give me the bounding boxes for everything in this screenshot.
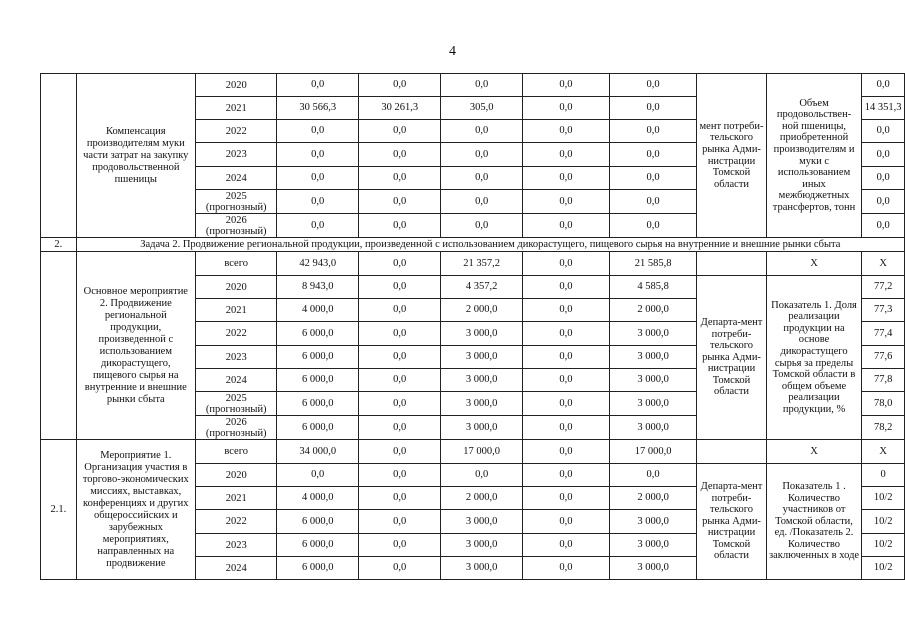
amount-cell: 3 000,0: [609, 346, 696, 369]
amount-cell: 0,0: [522, 557, 609, 580]
department-cell: Департа-мент потреби-тельского рынка Адми-нистрации Томской области: [697, 276, 767, 440]
amount-cell: 3 000,0: [441, 416, 522, 440]
year-cell: 2021: [195, 487, 277, 510]
amount-cell: 0,0: [522, 464, 609, 487]
amount-cell: 0,0: [441, 143, 522, 167]
amount-cell: 0,0: [358, 392, 440, 416]
task-number-cell: 2.: [41, 238, 77, 252]
event-title-cell: Основное мероприятие 2. Продвижение региональной продукции, произведенной с использованием дикорастущего, пищевого сырья на внутренние и внешние рынки сбыта: [76, 252, 195, 440]
amount-cell: 0,0: [358, 416, 440, 440]
amount-cell: 2 000,0: [441, 299, 522, 322]
amount-cell: 3 000,0: [609, 557, 696, 580]
amount-cell: 0,0: [522, 346, 609, 369]
amount-cell: 3 000,0: [441, 369, 522, 392]
task-row: [41, 238, 905, 252]
row-number-cell: [41, 252, 77, 440]
indicator-value-cell: 0,0: [862, 214, 905, 238]
year-cell: 2021: [195, 299, 277, 322]
indicator-value-cell: 77,3: [862, 299, 905, 322]
year-cell: 2020: [195, 464, 277, 487]
total-cell: 6 000,0: [277, 534, 358, 557]
total-cell: 6 000,0: [277, 557, 358, 580]
amount-cell: 0,0: [522, 97, 609, 120]
amount-cell: 2 000,0: [441, 487, 522, 510]
year-cell: всего: [195, 440, 277, 464]
indicator-value-cell: 77,4: [862, 322, 905, 346]
total-cell: 34 000,0: [277, 440, 358, 464]
amount-cell: 0,0: [358, 190, 440, 214]
total-cell: 0,0: [277, 167, 358, 190]
amount-cell: 0,0: [522, 416, 609, 440]
year-cell: 2023: [195, 346, 277, 369]
indicator-value-cell: 10/2: [862, 557, 905, 580]
indicator-value-cell: Х: [862, 440, 905, 464]
amount-cell: 0,0: [358, 557, 440, 580]
row-number-cell: 2.1.: [41, 440, 77, 580]
amount-cell: 3 000,0: [441, 510, 522, 534]
total-cell: 30 566,3: [277, 97, 358, 120]
amount-cell: 0,0: [358, 369, 440, 392]
amount-cell: 2 000,0: [609, 487, 696, 510]
amount-cell: 3 000,0: [441, 557, 522, 580]
row-number-cell: [41, 74, 77, 238]
year-cell: 2026 (прогнозный): [195, 214, 277, 238]
year-cell: 2022: [195, 322, 277, 346]
amount-cell: 0,0: [609, 120, 696, 143]
year-cell: 2023: [195, 534, 277, 557]
year-cell: 2024: [195, 557, 277, 580]
amount-cell: 0,0: [522, 120, 609, 143]
amount-cell: 30 261,3: [358, 97, 440, 120]
amount-cell: 0,0: [358, 440, 440, 464]
amount-cell: 0,0: [441, 120, 522, 143]
total-cell: 6 000,0: [277, 369, 358, 392]
task-title-cell: Задача 2. Продвижение региональной продукции, произведенной с использованием дикорастущего, пищевого сырья на внутренние и внешние рынки сбыта: [76, 238, 904, 252]
program-table: [40, 73, 905, 580]
amount-cell: 0,0: [522, 276, 609, 299]
total-cell: 42 943,0: [277, 252, 358, 276]
amount-cell: 0,0: [522, 167, 609, 190]
total-cell: 0,0: [277, 214, 358, 238]
amount-cell: 0,0: [358, 510, 440, 534]
amount-cell: 0,0: [441, 190, 522, 214]
amount-cell: 0,0: [358, 167, 440, 190]
amount-cell: 0,0: [522, 534, 609, 557]
indicator-cell: Показатель 1 . Количество участников от Томской области, ед. /Показатель 2. Количество заключенных в ходе: [766, 464, 862, 580]
indicator-value-cell: 10/2: [862, 487, 905, 510]
amount-cell: 0,0: [358, 120, 440, 143]
amount-cell: 4 585,8: [609, 276, 696, 299]
indicator-value-cell: 0,0: [862, 74, 905, 97]
amount-cell: 0,0: [522, 392, 609, 416]
amount-cell: 0,0: [609, 74, 696, 97]
indicator-cell: Показатель 1. Доля реализации продукции на основе дикорастущего сырья за пределы Томской области в общем объеме реализации продукции, %: [766, 276, 862, 440]
amount-cell: 0,0: [522, 214, 609, 238]
total-cell: 6 000,0: [277, 510, 358, 534]
table-row: [41, 252, 905, 276]
amount-cell: 0,0: [522, 74, 609, 97]
amount-cell: 0,0: [609, 167, 696, 190]
amount-cell: 0,0: [358, 143, 440, 167]
amount-cell: 0,0: [358, 74, 440, 97]
amount-cell: 0,0: [358, 252, 440, 276]
year-cell: 2026 (прогнозный): [195, 416, 277, 440]
amount-cell: 0,0: [522, 143, 609, 167]
amount-cell: 0,0: [358, 276, 440, 299]
table-row: [41, 440, 905, 464]
year-cell: 2020: [195, 276, 277, 299]
total-cell: 6 000,0: [277, 346, 358, 369]
indicator-value-cell: 0,0: [862, 190, 905, 214]
amount-cell: 17 000,0: [609, 440, 696, 464]
amount-cell: 0,0: [522, 487, 609, 510]
department-cell: мент потреби-тельского рынка Адми-нистрации Томской области: [697, 74, 767, 238]
amount-cell: 4 357,2: [441, 276, 522, 299]
total-cell: 4 000,0: [277, 299, 358, 322]
indicator-mark-cell: Х: [766, 252, 862, 276]
amount-cell: 0,0: [522, 252, 609, 276]
year-cell: 2022: [195, 510, 277, 534]
indicator-cell: Объем продовольствен-ной пшеницы, приобретенной производителям и муки с использованием иных межбюджетных трансфертов, тонн: [766, 74, 862, 238]
total-cell: 8 943,0: [277, 276, 358, 299]
total-cell: 4 000,0: [277, 487, 358, 510]
amount-cell: 2 000,0: [609, 299, 696, 322]
amount-cell: 0,0: [522, 322, 609, 346]
indicator-value-cell: Х: [862, 252, 905, 276]
total-cell: 0,0: [277, 74, 358, 97]
amount-cell: 3 000,0: [609, 322, 696, 346]
year-cell: 2024: [195, 369, 277, 392]
amount-cell: 3 000,0: [441, 346, 522, 369]
indicator-value-cell: 0: [862, 464, 905, 487]
year-cell: 2025 (прогнозный): [195, 392, 277, 416]
indicator-value-cell: 14 351,3: [862, 97, 905, 120]
amount-cell: 0,0: [358, 214, 440, 238]
amount-cell: 0,0: [522, 299, 609, 322]
amount-cell: 0,0: [358, 346, 440, 369]
year-cell: 2022: [195, 120, 277, 143]
total-cell: 0,0: [277, 143, 358, 167]
amount-cell: 3 000,0: [609, 510, 696, 534]
year-cell: 2024: [195, 167, 277, 190]
year-cell: 2020: [195, 74, 277, 97]
indicator-value-cell: 0,0: [862, 143, 905, 167]
amount-cell: 3 000,0: [609, 392, 696, 416]
amount-cell: 0,0: [522, 440, 609, 464]
amount-cell: 0,0: [609, 97, 696, 120]
amount-cell: 3 000,0: [609, 534, 696, 557]
department-cell: Департа-мент потреби-тельского рынка Адми-нистрации Томской области: [697, 464, 767, 580]
indicator-value-cell: 78,2: [862, 416, 905, 440]
amount-cell: 21 357,2: [441, 252, 522, 276]
amount-cell: 0,0: [441, 167, 522, 190]
department-mark-cell: [697, 440, 767, 464]
department-mark-cell: [697, 252, 767, 276]
amount-cell: 0,0: [609, 464, 696, 487]
table-body: [41, 74, 905, 580]
indicator-value-cell: 77,8: [862, 369, 905, 392]
indicator-value-cell: 10/2: [862, 510, 905, 534]
amount-cell: 0,0: [441, 214, 522, 238]
indicator-value-cell: 77,2: [862, 276, 905, 299]
amount-cell: 0,0: [609, 190, 696, 214]
page-number: 4: [449, 44, 456, 59]
amount-cell: 0,0: [358, 534, 440, 557]
amount-cell: 3 000,0: [609, 369, 696, 392]
amount-cell: 0,0: [522, 369, 609, 392]
total-cell: 0,0: [277, 190, 358, 214]
amount-cell: 3 000,0: [609, 416, 696, 440]
amount-cell: 3 000,0: [441, 534, 522, 557]
indicator-value-cell: 0,0: [862, 120, 905, 143]
indicator-value-cell: 78,0: [862, 392, 905, 416]
amount-cell: 0,0: [358, 487, 440, 510]
indicator-value-cell: 10/2: [862, 534, 905, 557]
amount-cell: 0,0: [358, 464, 440, 487]
amount-cell: 0,0: [522, 510, 609, 534]
amount-cell: 0,0: [441, 74, 522, 97]
amount-cell: 3 000,0: [441, 322, 522, 346]
amount-cell: 17 000,0: [441, 440, 522, 464]
total-cell: 6 000,0: [277, 392, 358, 416]
amount-cell: 21 585,8: [609, 252, 696, 276]
total-cell: 0,0: [277, 464, 358, 487]
amount-cell: 0,0: [441, 464, 522, 487]
year-cell: всего: [195, 252, 277, 276]
year-cell: 2021: [195, 97, 277, 120]
total-cell: 6 000,0: [277, 322, 358, 346]
amount-cell: 3 000,0: [441, 392, 522, 416]
total-cell: 0,0: [277, 120, 358, 143]
year-cell: 2025 (прогнозный): [195, 190, 277, 214]
amount-cell: 305,0: [441, 97, 522, 120]
amount-cell: 0,0: [609, 214, 696, 238]
amount-cell: 0,0: [358, 299, 440, 322]
total-cell: 6 000,0: [277, 416, 358, 440]
year-cell: 2023: [195, 143, 277, 167]
table-row: [41, 74, 905, 97]
indicator-value-cell: 77,6: [862, 346, 905, 369]
amount-cell: 0,0: [358, 322, 440, 346]
indicator-mark-cell: Х: [766, 440, 862, 464]
event-title-cell: Мероприятие 1. Организация участия в торгово-экономических миссиях, выставках, конференциях и других общероссийских и зарубежных мероприятиях, направленных на продвижение: [76, 440, 195, 580]
amount-cell: 0,0: [609, 143, 696, 167]
event-title-cell: Компенсация производителям муки части затрат на закупку продовольственной пшеницы: [76, 74, 195, 238]
amount-cell: 0,0: [522, 190, 609, 214]
indicator-value-cell: 0,0: [862, 167, 905, 190]
